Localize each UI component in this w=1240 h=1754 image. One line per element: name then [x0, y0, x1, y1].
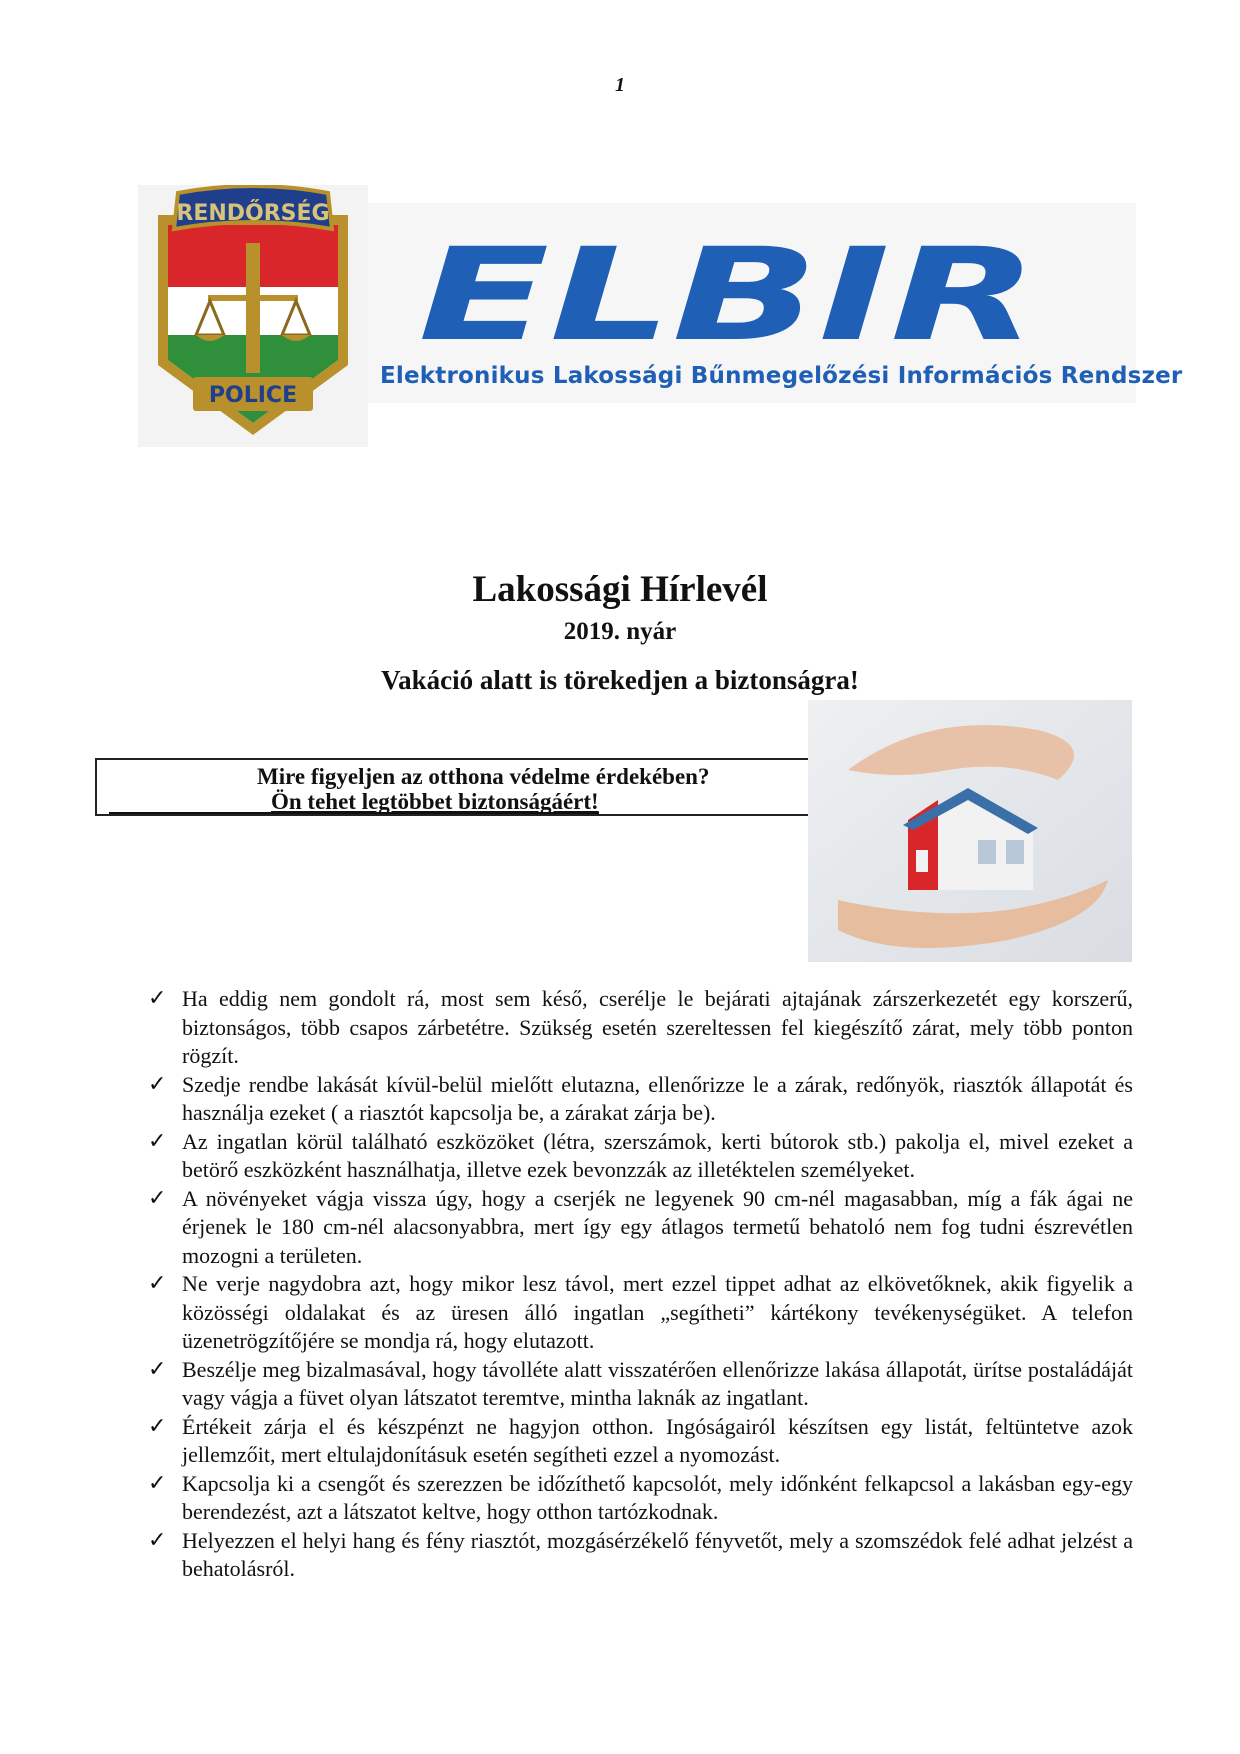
checkmark-icon: ✓: [148, 1470, 167, 1496]
tip-item: [148, 1470, 1133, 1527]
police-badge-logo: [138, 185, 368, 447]
checkmark-icon: ✓: [148, 1071, 167, 1097]
tip-text: A növényeket vágja vissza úgy, hogy a cserjék ne legyenek 90 cm-nél magasabban, míg a fák ágai ne érjenek le 180 cm-nél alacsonyabbra, mert így egy átlagos termetű behatoló nem fog tudni észrevétlen mozogni a területen.: [182, 1185, 1133, 1268]
newsletter-headline: Vakáció alatt is törekedjen a biztonságra!: [381, 665, 859, 695]
tip-text: Beszélje meg bizalmasával, hogy távolléte alatt visszatérően ellenőrizze lakása állapotát, ürítse postaládáját vagy vágja a füvet olyan látszatot teremtve, mintha laknák az ingatlant.: [182, 1356, 1133, 1410]
box-statement-row: [109, 791, 599, 814]
tip-item: [148, 1527, 1133, 1584]
elbir-panel: [368, 203, 1183, 403]
tip-text: Szedje rendbe lakását kívül-belül mielőtt elutazna, ellenőrizze le a zárak, redőnyök, riasztók állapotát és használja ezeket ( a riasztót kapcsolja be, a zárakat zárja be).: [182, 1071, 1133, 1125]
tip-item: [148, 1270, 1133, 1356]
header-banner: [138, 185, 1183, 447]
tip-item: [148, 1356, 1133, 1413]
checkmark-icon: ✓: [148, 1413, 167, 1439]
elbir-logo: [408, 239, 1048, 349]
tip-text: Ne verje nagydobra azt, hogy mikor lesz távol, mert ezzel tippet adhat az elkövetőknek, akik figyelik a közösségi oldalakat és az üresen álló ingatlan „segítheti” kártékony tevékenységüket. A telefon üzenetrögzítőjére se mondja rá, hogy elutazott.: [182, 1271, 1133, 1353]
tips-list: [148, 985, 1133, 1584]
box-question: Mire figyeljen az otthona védelme érdekében?: [257, 764, 710, 789]
tip-text: Értékeit zárja el és készpénzt ne hagyjon otthon. Ingóságairól készítsen egy listát, feltüntetve azok jellemzőit, mert eltulajdonításuk esetén segítheti ezzel a nyomozást.: [182, 1413, 1133, 1467]
tip-item: [148, 1413, 1133, 1470]
tip-item: [148, 1128, 1133, 1185]
tip-text: Az ingatlan körül található eszközöket (létra, szerszámok, kerti bútorok stb.) pakolja el, mivel ezeket a betörő eszközként használhatja, illetve ezek bevonzzák az illetéktelen személyeket.: [182, 1128, 1133, 1182]
elbir-subtitle: Elektronikus Lakossági Bűnmegelőzési Információs Rendszer: [380, 363, 1183, 389]
checkmark-icon: ✓: [148, 1527, 167, 1553]
tip-item: [148, 1185, 1133, 1271]
checkmark-icon: ✓: [148, 986, 167, 1011]
badge-top-text: RENDŐRSÉG: [176, 201, 330, 226]
checkmark-icon: ✓: [148, 1356, 167, 1382]
checkmark-icon: ✓: [148, 1185, 167, 1211]
tip-text: Kapcsolja ki a csengőt és szerezzen be időzíthető kapcsolót, mely időnként felkapcsol a lakásban egy-egy berendezést, azt a látszatot keltve, hogy otthon tartózkodnak.: [182, 1470, 1133, 1524]
tip-item: [148, 1071, 1133, 1128]
tip-text: Helyezzen el helyi hang és fény riasztót, mozgásérzékelő fényvetőt, mely a szomszédok felé adhat jelzést a behatolásról.: [182, 1527, 1133, 1581]
title-block: [0, 568, 1240, 648]
elbir-logo-text: ELBIR: [418, 239, 1038, 349]
badge-bottom-text: POLICE: [208, 383, 298, 408]
tip-text: Ha eddig nem gondolt rá, most sem késő, cserélje le bejárati ajtajának zárszerkezetét egy korszerű, biztonságos, több csapos zárbetétre. Szükség esetén szereltessen fel kiegészítő zárat, mely több ponton rögzít.: [182, 986, 1133, 1068]
tip-box: [95, 758, 815, 816]
page-number: 1: [615, 74, 625, 96]
checkmark-icon: ✓: [148, 1128, 167, 1154]
newsletter-season: 2019. nyár: [563, 618, 677, 645]
house-in-hands-photo: [808, 700, 1132, 962]
checkmark-icon: ✓: [148, 1271, 167, 1296]
box-statement: Ön tehet legtöbbet biztonságáért!: [271, 789, 599, 814]
newsletter-title: Lakossági Hírlevél: [472, 569, 768, 610]
tip-item: [148, 985, 1133, 1071]
